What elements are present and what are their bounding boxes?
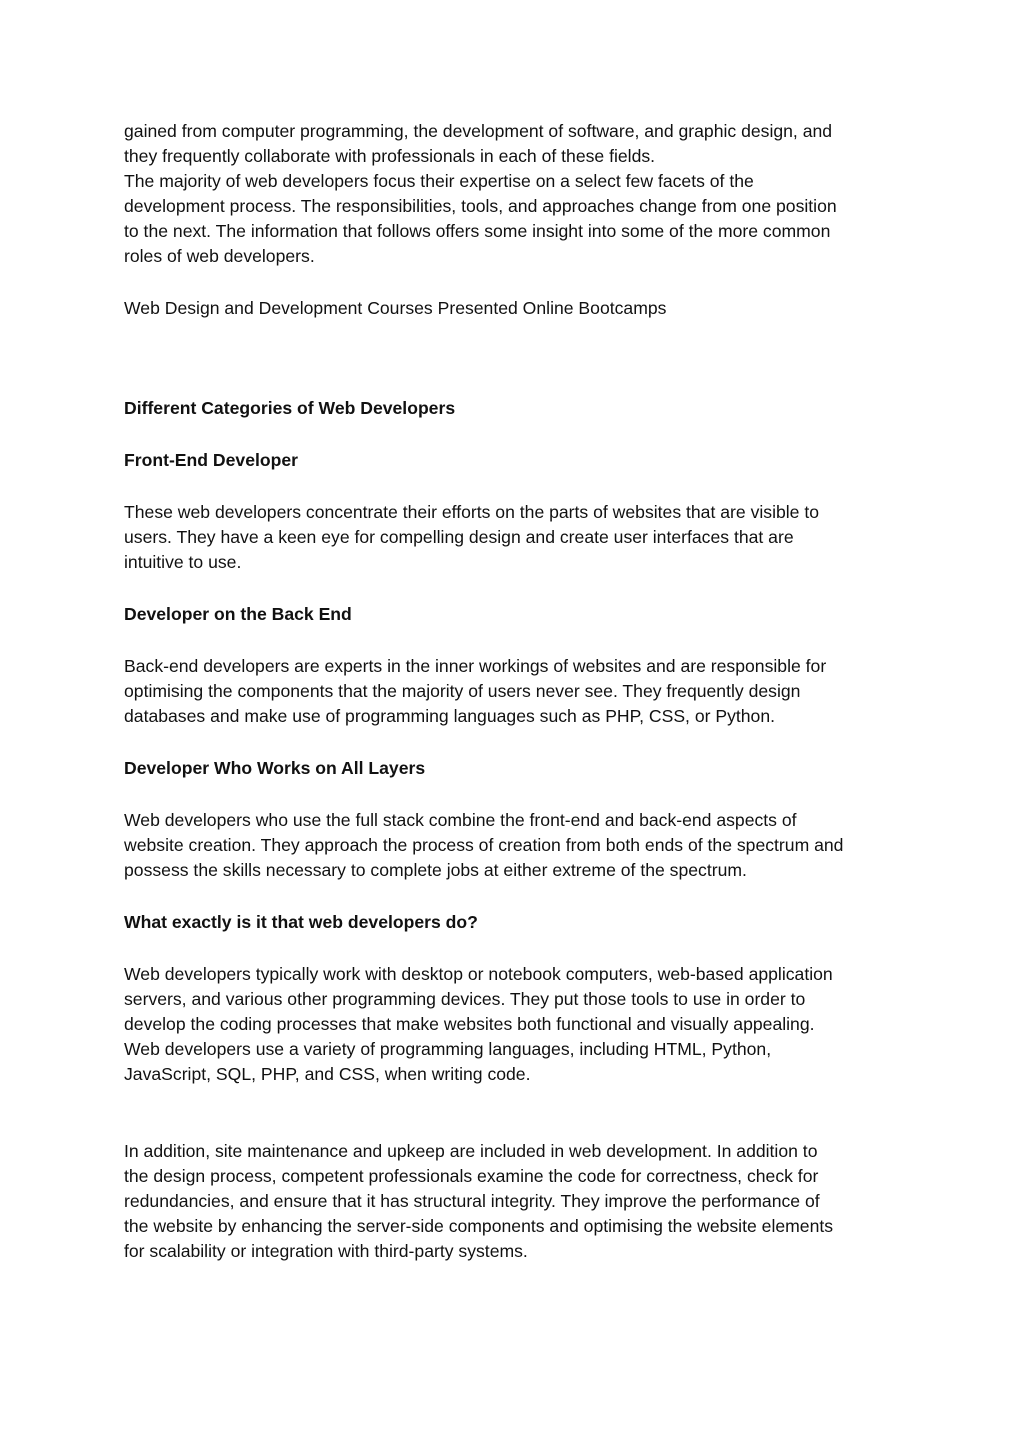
text-line: Back-end developers are experts in the inner workings of websites and are responsible for [124,656,827,676]
backend-paragraph [124,654,904,729]
frontend-paragraph [124,500,904,575]
document-body [124,119,904,1264]
text-line: redundancies, and ensure that it has structural integrity. They improve the performance of [124,1191,820,1211]
spacer [124,781,904,808]
text-line: they frequently collaborate with professionals in each of these fields. [124,146,656,166]
text-line: develop the coding processes that make websites both functional and visually appealing. [124,1014,815,1034]
text-line: for scalability or integration with third-party systems. [124,1241,528,1261]
heading-text: Front-End Developer [124,450,298,470]
what-they-do-paragraph [124,962,904,1087]
maintenance-paragraph [124,1139,904,1264]
what-they-do-heading [124,910,904,935]
spacer [124,321,904,396]
text-line: optimising the components that the majority of users never see. They frequently design [124,681,801,701]
text-line: roles of web developers. [124,246,315,266]
text-line: Web developers who use the full stack combine the front-end and back-end aspects of [124,810,797,830]
text-line: These web developers concentrate their efforts on the parts of websites that are visible to [124,502,820,522]
text-line: the website by enhancing the server-side components and optimising the website elements [124,1216,834,1236]
text-line: users. They have a keen eye for compelling design and create user interfaces that are [124,527,794,547]
categories-heading [124,396,904,421]
spacer [124,627,904,654]
fullstack-heading [124,756,904,781]
spacer [124,269,904,296]
spacer [124,935,904,962]
spacer [124,473,904,500]
text-line: Web Design and Development Courses Presented Online Bootcamps [124,298,667,318]
spacer [124,883,904,910]
courses-paragraph [124,296,904,321]
spacer [124,575,904,602]
text-line: Web developers typically work with desktop or notebook computers, web-based application [124,964,833,984]
text-line: databases and make use of programming languages such as PHP, CSS, or Python. [124,706,776,726]
text-line: intuitive to use. [124,552,242,572]
text-line: servers, and various other programming devices. They put those tools to use in order to [124,989,806,1009]
text-line: development process. The responsibilities, tools, and approaches change from one position [124,196,837,216]
fullstack-paragraph [124,808,904,883]
heading-text: What exactly is it that web developers do? [124,912,478,932]
text-line: to the next. The information that follows offers some insight into some of the more common [124,221,831,241]
text-line: The majority of web developers focus their expertise on a select few facets of the [124,171,754,191]
heading-text: Different Categories of Web Developers [124,398,456,418]
text-line: website creation. They approach the process of creation from both ends of the spectrum and [124,835,844,855]
heading-text: Developer on the Back End [124,604,352,624]
text-line: Web developers use a variety of programming languages, including HTML, Python, [124,1039,772,1059]
frontend-heading [124,448,904,473]
backend-heading [124,602,904,627]
text-line: the design process, competent professionals examine the code for correctness, check for [124,1166,819,1186]
spacer [124,1087,904,1139]
heading-text: Developer Who Works on All Layers [124,758,426,778]
text-line: In addition, site maintenance and upkeep are included in web development. In addition to [124,1141,818,1161]
text-line: JavaScript, SQL, PHP, and CSS, when writing code. [124,1064,531,1084]
spacer [124,421,904,448]
text-line: possess the skills necessary to complete jobs at either extreme of the spectrum. [124,860,747,880]
spacer [124,729,904,756]
intro-paragraph [124,119,904,269]
text-line: gained from computer programming, the development of software, and graphic design, and [124,121,833,141]
